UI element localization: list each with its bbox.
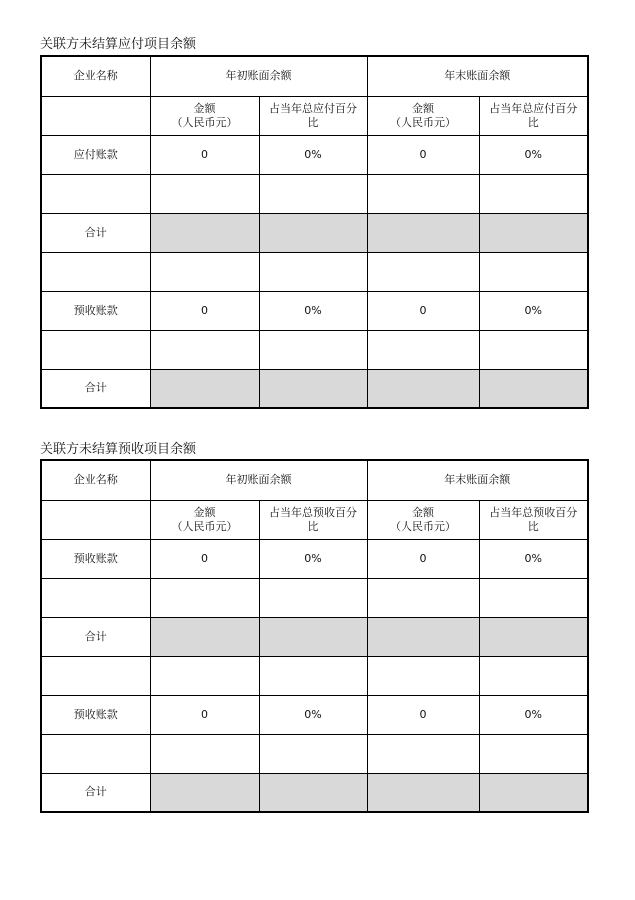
header-opening-balance: 年初账面余额 xyxy=(150,460,367,500)
cell-value: 0 xyxy=(150,695,259,734)
table-header-row xyxy=(41,56,588,96)
row-label: 预收账款 xyxy=(41,539,150,578)
table-subheader-row xyxy=(41,96,588,135)
cell-value: 0% xyxy=(479,291,588,330)
cell-value: 0 xyxy=(150,135,259,174)
table-row-total xyxy=(41,369,588,408)
row-label: 预收账款 xyxy=(41,695,150,734)
table-subheader-row xyxy=(41,500,588,539)
subheader-empty xyxy=(41,500,150,539)
cell-value: 0% xyxy=(479,695,588,734)
subheader-closing-percent: 占当年总应付百分 比 xyxy=(479,96,588,135)
subheader-opening-percent: 占当年总应付百分 比 xyxy=(259,96,367,135)
table-row-empty xyxy=(41,656,588,695)
cell-value: 0 xyxy=(150,539,259,578)
subheader-opening-amount: 金额 （人民币元） xyxy=(150,96,259,135)
cell-value: 0% xyxy=(259,291,367,330)
table-row-empty xyxy=(41,330,588,369)
subheader-closing-amount: 金额 （人民币元） xyxy=(367,96,479,135)
cell-value: 0 xyxy=(367,135,479,174)
header-closing-balance: 年末账面余额 xyxy=(367,460,588,500)
subheader-closing-amount: 金额 （人民币元） xyxy=(367,500,479,539)
header-company-name: 企业名称 xyxy=(41,56,150,96)
section-title-payables: 关联方未结算应付项目余额 xyxy=(40,37,197,52)
subheader-empty xyxy=(41,96,150,135)
cell-value: 0% xyxy=(259,135,367,174)
subheader-opening-percent: 占当年总预收百分 比 xyxy=(259,500,367,539)
table-row-empty xyxy=(41,734,588,773)
table-row-empty xyxy=(41,578,588,617)
cell-value: 0 xyxy=(367,291,479,330)
table-row xyxy=(41,695,588,734)
payables-table xyxy=(40,55,589,409)
row-label: 预收账款 xyxy=(41,291,150,330)
table-row xyxy=(41,135,588,174)
header-company-name: 企业名称 xyxy=(41,460,150,500)
table-row-total xyxy=(41,773,588,812)
cell-value: 0 xyxy=(367,539,479,578)
table-header-row xyxy=(41,460,588,500)
cell-value: 0% xyxy=(479,539,588,578)
subheader-opening-amount: 金额 （人民币元） xyxy=(150,500,259,539)
table-row-total xyxy=(41,213,588,252)
table-row xyxy=(41,291,588,330)
advances-table xyxy=(40,459,589,813)
table-row xyxy=(41,539,588,578)
subheader-closing-percent: 占当年总预收百分 比 xyxy=(479,500,588,539)
table-row-empty xyxy=(41,174,588,213)
cell-value: 0% xyxy=(479,135,588,174)
cell-value: 0 xyxy=(150,291,259,330)
row-label: 合计 xyxy=(41,617,150,656)
row-label: 应付账款 xyxy=(41,135,150,174)
row-label: 合计 xyxy=(41,213,150,252)
row-label: 合计 xyxy=(41,773,150,812)
cell-value: 0% xyxy=(259,539,367,578)
header-opening-balance: 年初账面余额 xyxy=(150,56,367,96)
table-row-empty xyxy=(41,252,588,291)
row-label: 合计 xyxy=(41,369,150,408)
cell-value: 0 xyxy=(367,695,479,734)
header-closing-balance: 年末账面余额 xyxy=(367,56,588,96)
section-title-receivables: 关联方未结算预收项目余额 xyxy=(40,442,197,457)
table-row-total xyxy=(41,617,588,656)
cell-value: 0% xyxy=(259,695,367,734)
